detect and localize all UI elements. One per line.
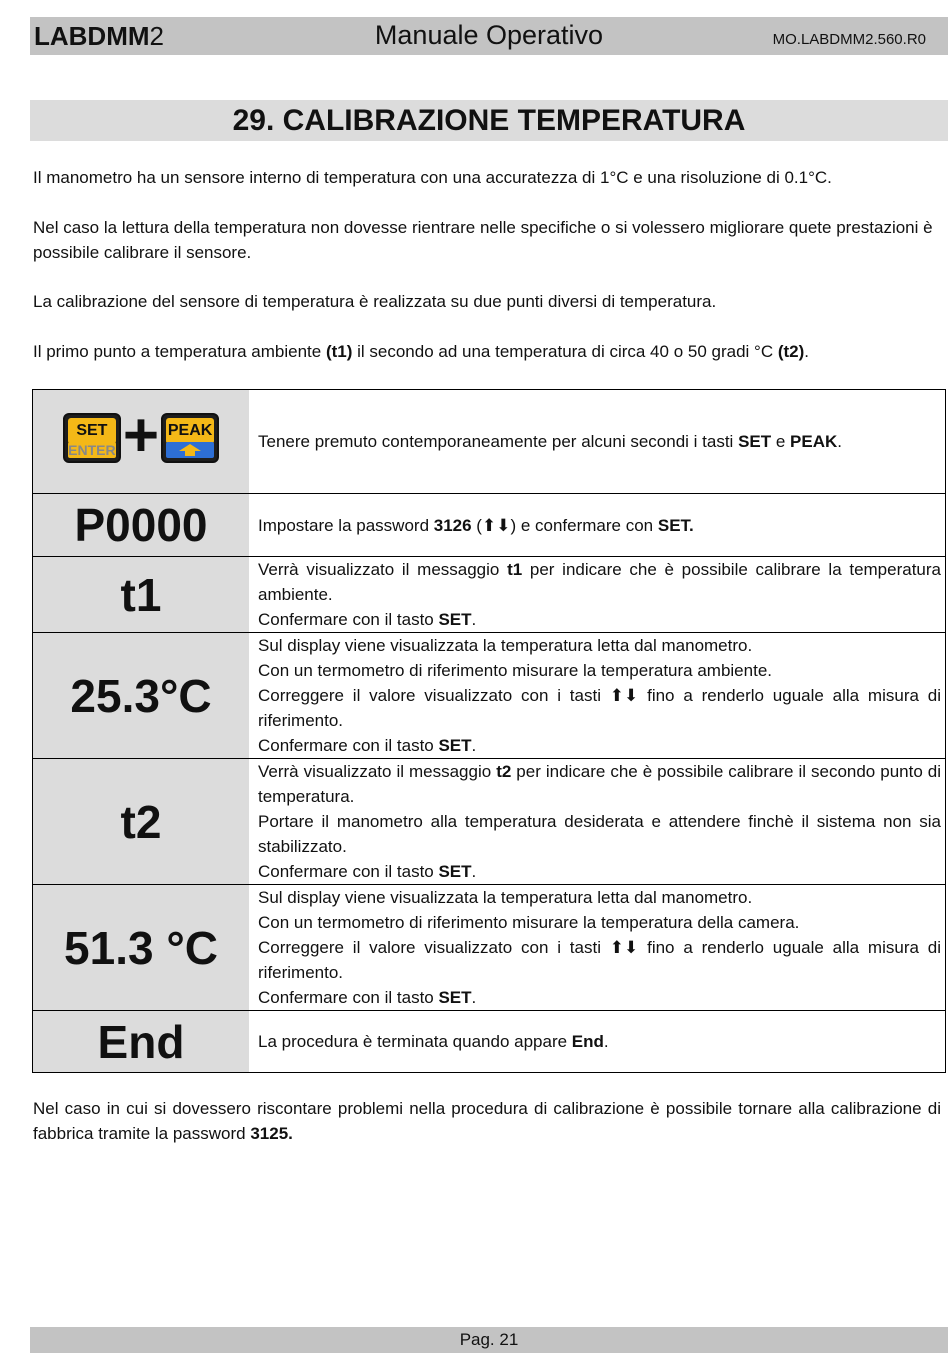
plus-icon: +: [122, 401, 160, 470]
step-description: [249, 390, 946, 494]
bold-span: (t2): [777, 342, 805, 361]
step-line: [258, 429, 941, 454]
text-span: il secondo ad una temperatura di circa 40 o 50 gradi °C: [352, 342, 778, 361]
step-line: [258, 885, 941, 910]
step-line: [258, 607, 941, 632]
brand-name: LABDMM: [34, 21, 150, 51]
text-span: Verrà visualizzato il messaggio: [258, 560, 508, 579]
step-row: [33, 1011, 946, 1073]
bold-span: t1: [507, 560, 523, 579]
bold-span: SET: [438, 862, 472, 881]
document-code: MO.LABDMM2.560.R0: [772, 31, 926, 48]
peak-key-icon: [161, 413, 219, 463]
step-description: [249, 633, 946, 759]
display-reading: 25.3°C: [33, 633, 250, 759]
bold-span: End: [571, 1032, 604, 1051]
step-description: [249, 1011, 946, 1073]
bold-span: 3126: [433, 515, 472, 535]
text-span: Tenere premuto contemporaneamente per alcuni secondi i tasti: [258, 432, 739, 451]
text-span: Con un termometro di riferimento misurare la temperatura della camera.: [258, 913, 800, 932]
enter-key-label: ENTER: [68, 442, 116, 458]
text-span: Sul display viene visualizzata la temperatura letta dal manometro.: [258, 888, 753, 907]
display-reading: t2: [33, 759, 250, 885]
set-enter-key-icon: [63, 413, 121, 463]
password-value: 3125.: [250, 1124, 293, 1143]
up-arrow-icon: [166, 442, 214, 458]
step-line: [258, 683, 941, 733]
text-span: Confermare con il tasto: [258, 862, 439, 881]
step-line: [258, 557, 941, 607]
step-row: [33, 494, 946, 557]
step-line: [258, 1029, 941, 1054]
step-description: [249, 759, 946, 885]
display-reading: 51.3 °C: [33, 885, 250, 1011]
intro-paragraph-2: Nel caso la lettura della temperatura non dovesse rientrare nelle specifiche o si volessero migliorare quete prestazioni è possibile calibrare il sensore.: [33, 218, 933, 262]
step-line: [258, 809, 941, 859]
text-span: .: [471, 988, 477, 1007]
text-span: Confermare con il tasto: [258, 610, 439, 629]
step-row: [33, 633, 946, 759]
bold-span: SET: [738, 432, 772, 451]
bold-span: SET: [438, 610, 472, 629]
calibration-steps-table: [32, 389, 946, 1073]
step-line: [258, 658, 941, 683]
text-span: Correggere il valore visualizzato con i tasti ⬆⬇ fino a renderlo uguale alla misura di riferimento.: [258, 938, 941, 982]
bold-span: SET: [438, 736, 472, 755]
step-line: [258, 910, 941, 935]
bold-span: (t1): [325, 342, 353, 361]
page-header: [30, 17, 948, 55]
manual-title: Manuale Operativo: [374, 20, 604, 50]
text-span: Sul display viene visualizzata la temperatura letta dal manometro.: [258, 636, 753, 655]
intro-paragraph-1: Il manometro ha un sensore interno di temperatura con una accuratezza di 1°C e una risoluzione di 0.1°C.: [33, 168, 832, 187]
step-line: [258, 733, 941, 758]
step-line: [258, 513, 941, 538]
display-reading: P0000: [33, 494, 250, 557]
text-span: .: [471, 862, 477, 881]
keys-cell: [33, 390, 250, 494]
step-row: [33, 759, 946, 885]
brand-suffix: 2: [149, 21, 164, 51]
step-line: [258, 985, 941, 1010]
bold-span: PEAK: [790, 432, 838, 451]
bold-span: SET: [438, 988, 472, 1007]
step-description: [249, 494, 946, 557]
page-footer: Pag. 21: [30, 1327, 948, 1353]
step-line: [258, 935, 941, 985]
text-span: .: [603, 1032, 609, 1051]
bold-span: t2: [496, 762, 512, 781]
intro-paragraph-4: [33, 339, 941, 364]
closing-paragraph: [33, 1096, 941, 1146]
peak-key-label: PEAK: [166, 418, 214, 444]
text-span: Portare il manometro alla temperatura desiderata e attendere finchè il sistema non sia stabilizzato.: [258, 812, 941, 856]
text-span: Confermare con il tasto: [258, 736, 439, 755]
text-span: Verrà visualizzato il messaggio: [258, 762, 497, 781]
step-line: [258, 859, 941, 884]
text-span: Confermare con il tasto: [258, 988, 439, 1007]
text-span: per indicare che è possibile calibrare il secondo punto di temperatura.: [258, 762, 941, 806]
text-span: .: [471, 736, 477, 755]
text-span: Correggere il valore visualizzato con i tasti ⬆⬇ fino a renderlo uguale alla misura di riferimento.: [258, 686, 941, 730]
step-description: [249, 885, 946, 1011]
section-title: 29. CALIBRAZIONE TEMPERATURA: [30, 100, 948, 141]
text-span: (⬆⬇) e confermare con: [471, 515, 658, 535]
step-row: [33, 885, 946, 1011]
text-span: La procedura è terminata quando appare: [258, 1032, 572, 1051]
text-span: e: [771, 432, 791, 451]
intro-paragraph-3: La calibrazione del sensore di temperatura è realizzata su due punti diversi di temperatura.: [33, 292, 717, 311]
text-span: Impostare la password: [258, 515, 434, 535]
step-row: [33, 557, 946, 633]
text-span: .: [471, 610, 477, 629]
bold-span: SET.: [657, 515, 694, 535]
set-key-label: SET: [68, 418, 116, 444]
text-span: Con un termometro di riferimento misurare la temperatura ambiente.: [258, 661, 772, 680]
text-span: per indicare che è possibile calibrare la temperatura ambiente.: [258, 560, 941, 604]
text-span: Il primo punto a temperatura ambiente: [33, 342, 326, 361]
step-row: [33, 390, 946, 494]
display-reading: t1: [33, 557, 250, 633]
step-line: [258, 759, 941, 809]
text-span: .: [804, 342, 810, 361]
text-span: .: [837, 432, 842, 451]
key-combination: [63, 401, 219, 470]
step-line: [258, 633, 941, 658]
text-span: Nel caso in cui si dovessero riscontare problemi nella procedura di calibrazione è possibile tornare alla calibrazione di fabbrica tramite la password: [33, 1099, 941, 1143]
step-description: [249, 557, 946, 633]
display-reading: End: [33, 1011, 250, 1073]
